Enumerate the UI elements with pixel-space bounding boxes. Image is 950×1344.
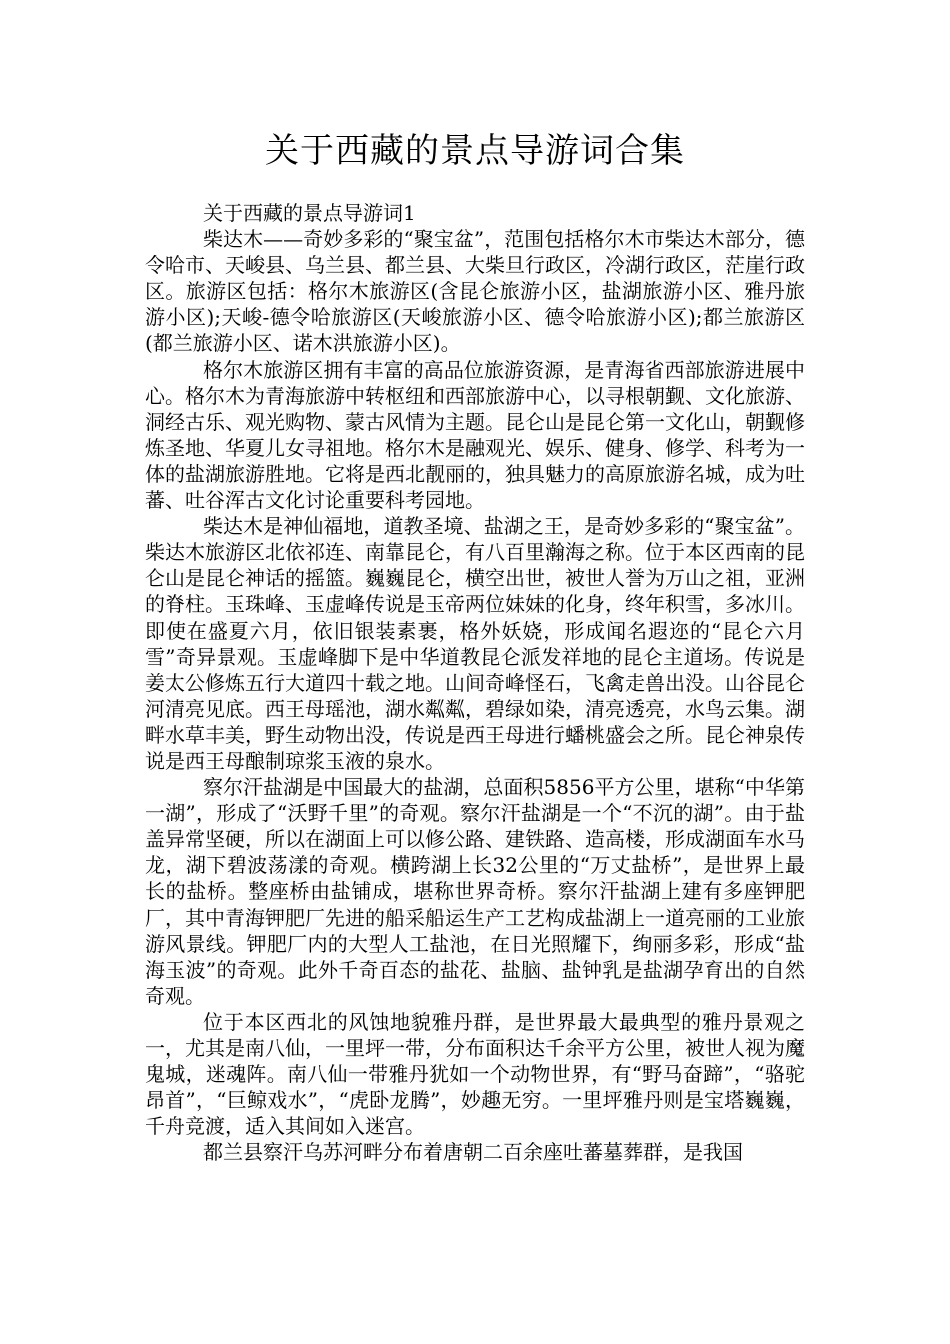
paragraph-golmud: 格尔木旅游区拥有丰富的高品位旅游资源，是青海省西部旅游进展中心。格尔木为青海旅游中转枢纽和西部旅游中心，以寻根朝觐、文化旅游、洞经古乐、观光购物、蒙古风情为主题。昆仑山是昆仑第一文化山，朝觐修炼圣地、华夏儿女寻祖地。格尔木是融观光、娱乐、健身、修学、科考为一体的盐湖旅游胜地。它将是西北靓丽的，独具魅力的高原旅游名城，成为吐蕃、吐谷浑古文化讨论重要科考园地。 — [145, 357, 805, 513]
section-subtitle: 关于西藏的景点导游词1 — [203, 201, 416, 225]
paragraph-dulan: 都兰县察汗乌苏河畔分布着唐朝二百余座吐蕃墓葬群，是我国 — [203, 1140, 743, 1165]
document-body — [145, 200, 805, 1165]
paragraph-kunlun: 柴达木是神仙福地，道教圣境、盐湖之王，是奇妙多彩的“聚宝盆”。柴达木旅游区北依祁连、南靠昆仑，有八百里瀚海之称。位于本区西南的昆仑山是昆仑神话的摇篮。巍巍昆仑，横空出世，被世人誉为万山之祖，亚洲的脊柱。玉珠峰、玉虚峰传说是玉帝两位妹妹的化身，终年积雪，多冰川。即使在盛夏六月，依旧银装素裹，格外妖娆，形成闻名遐迩的“昆仑六月雪”奇异景观。玉虚峰脚下是中华道教昆仑派发祥地的昆仑主道场。传说是姜太公修炼五行大道四十载之地。山间奇峰怪石，飞禽走兽出没。山谷昆仑河清亮见底。西王母瑶池，湖水粼粼，碧绿如染，清亮透亮，水鸟云集。湖畔水草丰美，野生动物出没，传说是西王母进行蟠桃盛会之所。昆仑神泉传说是西王母酿制琼浆玉液的泉水。 — [145, 514, 805, 773]
paragraph-yardang: 位于本区西北的风蚀地貌雅丹群，是世界最大最典型的雅丹景观之一，尤其是南八仙，一里坪一带，分布面积达千余平方公里，被世人视为魔鬼城，迷魂阵。南八仙一带雅丹犹如一个动物世界，有“野马奋蹄”，“骆驼昂首”，“巨鲸戏水”，“虎卧龙腾”，妙趣无穷。一里坪雅丹则是宝塔巍巍，千舟竞渡，适入其间如入迷宫。 — [145, 1009, 805, 1139]
paragraph-qaidam-intro: 柴达木——奇妙多彩的“聚宝盆”，范围包括格尔木市柴达木部分，德令哈市、天峻县、乌兰县、都兰县、大柴旦行政区，冷湖行政区，茫崖行政区。旅游区包括：格尔木旅游区(含昆仑旅游小区，盐湖旅游小区、雅丹旅游小区);天峻-德令哈旅游区(天峻旅游小区、德令哈旅游小区);都兰旅游区(都兰旅游小区、诺木洪旅游小区)。 — [145, 227, 805, 356]
paragraph-qarhan-salt-lake: 察尔汗盐湖是中国最大的盐湖，总面积5856平方公里，堪称“中华第一湖”，形成了“沃野千里”的奇观。察尔汗盐湖是一个“不沉的湖”。由于盐盖异常坚硬，所以在湖面上可以修公路、建铁路、造高楼，形成湖面车水马龙，湖下碧波荡漾的奇观。横跨湖上长32公里的“万丈盐桥”，是世界上最长的盐桥。整座桥由盐铺成，堪称世界奇桥。察尔汗盐湖上建有多座钾肥厂，其中青海钾肥厂先进的船采船运生产工艺构成盐湖上一道亮丽的工业旅游风景线。钾肥厂内的大型人工盐池，在日光照耀下，绚丽多彩，形成“盐海玉波”的奇观。此外千奇百态的盐花、盐脑、盐钟乳是盐湖孕育出的自然奇观。 — [145, 775, 805, 1008]
document-title: 关于西藏的景点导游词合集 — [265, 131, 685, 171]
